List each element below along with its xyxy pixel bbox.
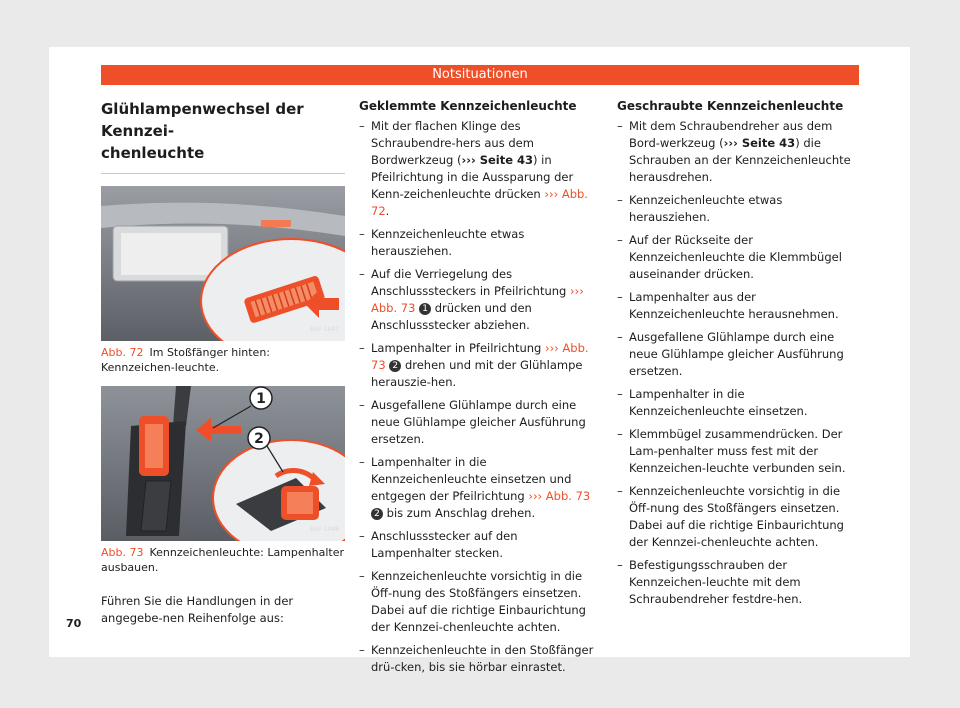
list-item: – Mit dem Schraubendreher aus dem Bord-werkzeug (››› Seite 43) die Schrauben an der Kennzeichenleuchte herausdrehen.	[617, 118, 861, 186]
middle-column	[359, 98, 601, 682]
list-item: – Kennzeichenleuchte etwas herausziehen.	[617, 192, 861, 226]
figure-reference-link[interactable]: ››› Abb. 73	[371, 341, 589, 372]
screwed-light-steps	[617, 118, 861, 608]
figure-code: B5F-1047	[310, 326, 339, 333]
intro-text: Führen Sie die Handlungen in der angegebe-nen Reihenfolge aus:	[101, 594, 294, 625]
lamp-holder-illustration	[101, 386, 345, 541]
page-reference-link[interactable]: ››› Seite 43	[461, 153, 534, 167]
license-plate-light-illustration	[101, 186, 345, 341]
figure-reference-link[interactable]: ››› Abb. 73	[528, 489, 591, 503]
list-item: – Auf die Verriegelung des Anschlusssteckers in Pfeilrichtung ››› Abb. 73 1 drücken und den Anschlussstecker abziehen.	[359, 266, 601, 334]
page-reference-link[interactable]: ››› Seite 43	[723, 136, 796, 150]
list-item: – Lampenhalter in Pfeilrichtung ››› Abb. 73 2 drehen und mit der Glühlampe herauszie-hen.	[359, 340, 601, 391]
right-column	[617, 98, 861, 614]
figure-code: B5F-1048	[310, 526, 339, 533]
list-item: – Lampenhalter in die Kennzeichenleuchte einsetzen und entgegen der Pfeilrichtung ››› Abb. 73 2 bis zum Anschlag drehen.	[359, 454, 601, 522]
list-item: – Klemmbügel zusammendrücken. Der Lam-penhalter muss fest mit der Kennzeichen-leuchte verbunden sein.	[617, 426, 861, 477]
figure-marker-1: 1	[256, 391, 266, 407]
section-title: Glühlampenwechsel der Kennzei- chenleuchte	[101, 100, 304, 162]
chapter-header: Notsituationen	[101, 65, 859, 85]
list-item: – Ausgefallene Glühlampe durch eine neue Glühlampe gleicher Ausführung ersetzen.	[359, 397, 601, 448]
list-item: – Anschlussstecker auf den Lampenhalter stecken.	[359, 528, 601, 562]
list-item: – Kennzeichenleuchte in den Stoßfänger drü-cken, bis sie hörbar einrastet.	[359, 642, 601, 676]
figure-reference-link[interactable]: ››› Abb. 72	[371, 187, 588, 218]
page-number: 70	[66, 617, 82, 630]
list-item: – Mit der flachen Klinge des Schraubendre-hers aus dem Bordwerkzeug (››› Seite 43) in Pfeilrichtung in die Aussparung der Kenn-zeichenleuchte drücken ››› Abb. 72.	[359, 118, 601, 220]
callout-number: 1	[419, 303, 431, 315]
figure-72-image	[101, 186, 345, 341]
title-divider	[101, 173, 345, 174]
left-column	[101, 98, 345, 639]
list-item: – Ausgefallene Glühlampe durch eine neue Glühlampe gleicher Ausführung ersetzen.	[617, 329, 861, 380]
figure-reference-link[interactable]: ››› Abb. 73	[371, 284, 584, 315]
list-item: – Befestigungsschrauben der Kennzeichen-leuchte mit dem Schraubendreher festdre-hen.	[617, 557, 861, 608]
screwed-light-title: Geschraubte Kennzeichenleuchte	[617, 99, 844, 113]
figure-73-caption: Abb. 73 Kennzeichenleuchte: Lampenhalter ausbauen.	[101, 546, 344, 574]
figure-marker-2: 2	[254, 431, 264, 447]
list-item: – Kennzeichenleuchte vorsichtig in die Öff-nung des Stoßfängers einsetzen. Dabei auf die richtige Einbaurichtung der Kennzei-chenleuchte achten.	[617, 483, 861, 551]
clamped-light-steps	[359, 118, 601, 676]
clamped-light-title: Geklemmte Kennzeichenleuchte	[359, 99, 577, 113]
figure-72-caption: Abb. 72 Im Stoßfänger hinten: Kennzeichen-leuchte.	[101, 346, 271, 374]
list-item: – Kennzeichenleuchte vorsichtig in die Öff-nung des Stoßfängers einsetzen. Dabei auf die richtige Einbaurichtung der Kennzei-chenleuchte achten.	[359, 568, 601, 636]
list-item: – Kennzeichenleuchte etwas herausziehen.	[359, 226, 601, 260]
list-item: – Lampenhalter aus der Kennzeichenleuchte herausnehmen.	[617, 289, 861, 323]
list-item: – Lampenhalter in die Kennzeichenleuchte einsetzen.	[617, 386, 861, 420]
figure-73-image	[101, 386, 345, 541]
callout-number: 2	[371, 508, 383, 520]
list-item: – Auf der Rückseite der Kennzeichenleuchte die Klemmbügel auseinander drücken.	[617, 232, 861, 283]
callout-number: 2	[389, 360, 401, 372]
